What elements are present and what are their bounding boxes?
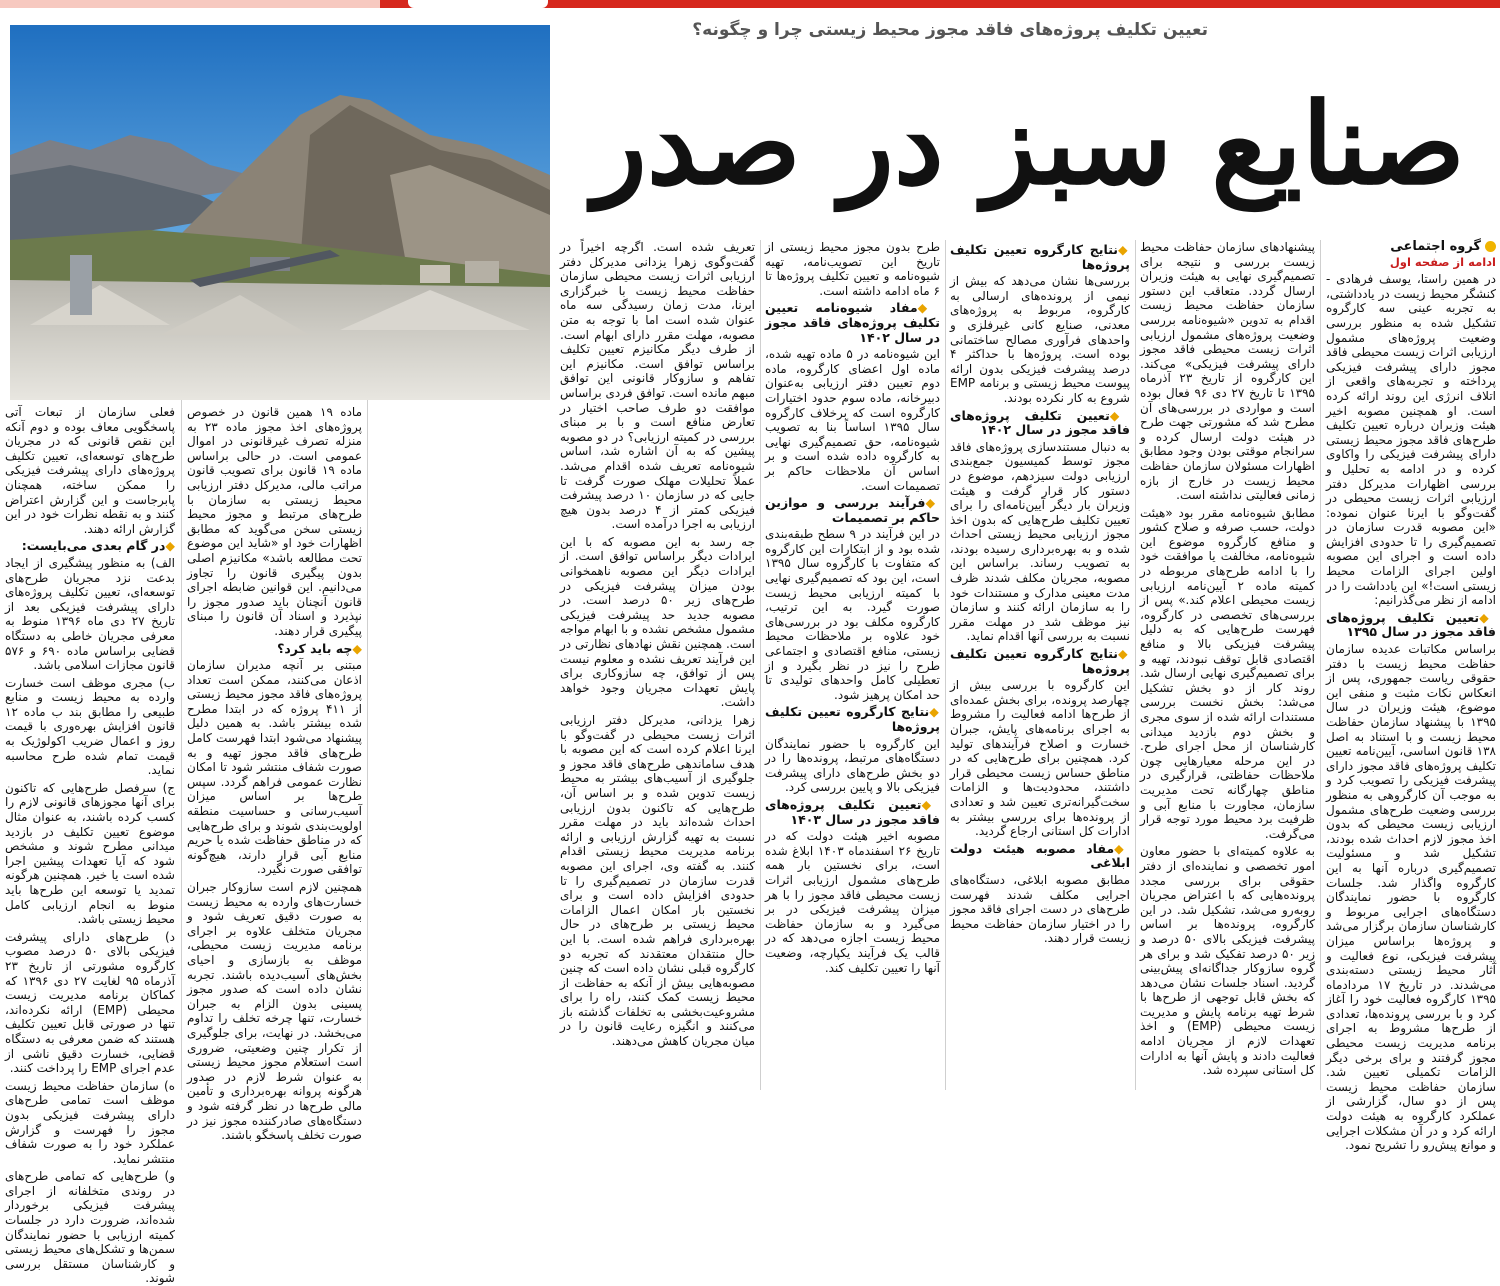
paragraph: ج) سرفصل طرح‌هایی که تاکنون برای آنها مجوزهای قانونی لازم را کسب کرده باشند، به عنوان مثال موضوع تعیین تکلیف در بازدید میدانی مطرح شوند و مشخص شود که آیا تعهدات پیشین اجرا شده است یا خیر. همچنین هرگونه تمدید یا توسعه این طرح‌ها باید منوط به انجام ارزیابی کامل محیط زیستی باشد. (5, 780, 175, 927)
column-divider (945, 240, 946, 1090)
article-column-6 (187, 405, 362, 1143)
paragraph: در این فرآیند در ۹ سطح طبقه‌بندی شده بود و از ابتکارات این کارگروه که متفاوت با کارگروه سال ۱۳۹۵ است، این بود که تصمیم‌گیری نهایی با کمیته ارزیابی محیط زیست صورت گیرد. به این ترتیب، کارگروه مکلف بود در بررسی‌های خود علاوه بر ملاحظات محیط زیستی، منافع اقتصادی و اجتماعی طرح را نیز در نظر بگیرد و از تعطیلی کامل واحدهای تولیدی تا حد امکان پرهیز شود. (765, 527, 940, 702)
paragraph: این کارگروه با بررسی بیش از چهارصد پرونده، برای بخش عمده‌ای از طرح‌ها ادامه فعالیت را مشروط به اجرای برنامه‌های پایش، جبران خسارت و اصلاح فرآیندهای تولید کرد. همچنین برای طرح‌هایی که در مناطق حساس زیست محیطی قرار داشتند، محدودیت‌ها و الزامات سخت‌گیرانه‌تری تعیین شد و تعدادی از پرونده‌ها برای بررسی بیشتر به ادارات کل استانی ارجاع گردید. (950, 678, 1130, 839)
paragraph: مطابق مصوبه ابلاغی، دستگاه‌های اجرایی مکلف شدند فهرست طرح‌های در دست اجرای فاقد مجوز را در اختیار سازمان حفاظت محیط زیست قرار دهند. (950, 872, 1130, 946)
article-column-2 (1140, 240, 1315, 1090)
article-kicker: تعیین تکلیف پروژه‌های فاقد مجوز محیط زیستی چرا و چگونه؟ (692, 20, 1208, 40)
subheading: ◆ تعیین تکلیف پروژه‌های فاقد مجوز در سال ۱۴۰۳ (765, 798, 940, 827)
paragraph: الف) به منظور پیشگیری از ایجاد بدعت نزد مجریان طرح‌های توسعه‌ای، تعیین تکلیف پروژه‌های دارای پیشرفت فیزیکی بعد از تاریخ ۲۷ دی ماه ۱۳۹۶ منوط به معرفی مجریان خاطی به دستگاه قضایی براساس ماده ۶۹۰ و ۵۷۶ قانون مجازات اسلامی باشد. (5, 555, 175, 673)
subheading: ◆ تعیین تکلیف پروژه‌های فاقد مجوز در سال ۱۳۹۵ (1326, 611, 1496, 640)
paragraph: به علاوه کمیته‌ای با حضور معاون امور تخصصی و نماینده‌ای از دفتر حقوقی برای بررسی مجدد پرونده‌هایی که با اعتراض مجریان روبه‌رو می‌شد، تشکیل شد. در این کارگروه، پرونده‌ها بر اساس پیشرفت فیزیکی بالای ۵۰ درصد و زیر ۵۰ درصد تفکیک شد و برای هر گروه سازوکار جداگانه‌ای پیش‌بینی گردید. اسناد جلسات نشان می‌دهد که بخش قابل توجهی از طرح‌ها با شرط تهیه برنامه پایش و مدیریت زیست محیطی (EMP) و اخذ تعهدات لازم از مجریان ادامه فعالیت دادند و پایش آنها به ادارات کل استانی سپرده شد. (1140, 844, 1315, 1078)
paragraph: ب) مجری موظف است خسارت وارده به محیط زیست و منابع طبیعی را مطابق بند ب ماده ۱۲ قانون افزایش بهره‌وری با قیمت روز و اعمال ضریب اکولوژیک به قیمت تمام شده طرح محاسبه نماید. (5, 675, 175, 778)
paragraph: این شیوه‌نامه در ۵ ماده تهیه شده، ماده اول اعضای کارگروه، ماده دوم تعیین دفتر ارزیابی به‌عنوان دبیرخانه، ماده سوم حدود اختیارات کارگروه است که برخلاف کارگروه سال ۱۳۹۵ اساساً بنا به تصویب شیوه‌نامه، حق تصمیم‌گیری نهایی به کارگروه داده شده است و بر اساس آن ملاحظات حاکم بر تصمیمات است. (765, 347, 940, 493)
article-column-7 (5, 405, 175, 1286)
masthead-logo-notch (408, 0, 548, 8)
column-divider (367, 400, 368, 1090)
article-column-1 (1326, 239, 1496, 1153)
subheading: ◆ نتایج کارگروه تعیین تکلیف پروژه‌ها (765, 705, 940, 734)
paragraph: همچنین لازم است سازوکار جبران خسارت‌های وارده به محیط زیست به صورت دقیق تعریف شود و مجریان متخلف علاوه بر اجرای برنامه مدیریت زیست محیطی، موظف به بازسازی و احیای بخش‌های آسیب‌دیده باشند. تجربه نشان داده است که صدور مجوز پسینی بدون الزام به جبران خسارت، تنها چرخه تخلف را تداوم می‌بخشد. در نهایت، برای جلوگیری از تکرار چنین وضعیتی، ضروری است استعلام مجوز محیط زیستی به عنوان شرط لازم در صدور هرگونه پروانه بهره‌برداری و تأمین مالی طرح‌ها در نظر گرفته شود و دستگاه‌های صادرکننده مجوز نیز در صورت تخلف پاسخگو باشند. (187, 880, 362, 1143)
section-label (1326, 240, 1496, 255)
subheading: ◆ مفاد مصوبه هیئت دولت ابلاغی (950, 842, 1130, 871)
article-column-5 (560, 240, 755, 1090)
paragraph: بررسی‌ها نشان می‌دهد که بیش از نیمی از پرونده‌های ارسالی به کارگروه، مربوط به پروژه‌های معدنی، صنایع کانی غیرفلزی و واحدهای فرآوری مصالح ساختمانی بوده است. پروژه‌ها با حداکثر ۴ درصد پیشرفت فیزیکی بدون ارائه پیوست محیط زیستی و برنامه EMP شروع به کار نکرده بودند. (950, 274, 1130, 405)
article-headline: صنایع سبز در صدر (592, 79, 1465, 210)
paragraph: فعلی سازمان از تبعات آتی پاسخگویی معاف بوده و دوم آنکه این نقص قانونی که در مجریان طرح‌های توسعه‌ای، تعیین تکلیف پروژه‌های دارای پیشرفت فیزیکی را ممکن ساخته، همچنان پابرجاست و این گزارش اعتراض کنند و به نقطه نظرات خود در این گزارش ارائه دهند. (5, 405, 175, 536)
mountain-quarry-photo (10, 25, 550, 400)
subheading: ◆ نتایج کارگروه تعیین تکلیف پروژه‌ها (950, 647, 1130, 676)
paragraph: تعریف شده است. اگرچه اخیراً در گفت‌وگوی زهرا یزدانی مدیرکل دفتر ارزیابی اثرات زیست محیطی سازمان حفاظت محیط زیست با خبرگزاری ایرنا، مدت زمان رسیدگی سه ماه عنوان شده است اما با توجه به متن مصوبه، مهلت مقرر دارای ابهام است. از طرف دیگر مکانیزم تعیین تکلیف براساس توافق است. مکانیزم این تفاهم و سازوکار قانونی این توافق مبهم مانده است. توافق فردی براساس موافقت دو طرف صاحب اختیار در تعارض منافع است و با بر مبنای بررسی در کمیته ارزیابی؟ در دو مصوبه پیشین که به آن اشاره شد، اساس شیوه‌نامه تعریف شده اقدام می‌شد. عملاً تحلیلات مهلک صورت گرفت تا جایی که در سازمان ۱۰ درصد پیشرفت فیزیکی کمتر از ۴ درصد بدون هیچ ارزیابی به اجرا درآمده است. (560, 240, 755, 532)
paragraph: جه رسد به این مصوبه که با این ایرادات دیگر براساس توافق است. از ایرادات دیگر این مصوبه ناهمخوانی بودن میزان پیشرفت فیزیکی در طرح‌های زیر ۵۰ درصد است. در مصوبه جدید حد پیشرفت فیزیکی مشمول مشخص نشده و با ابهام مواجه است. همچنین نقش نهادهای نظارتی در این فرآیند تعریف نشده و معلوم نیست پس از توافق، چه سازوکاری برای پایش تعهدات مجریان وجود خواهد داشت. (560, 534, 755, 710)
paragraph: مطابق شیوه‌نامه مقرر بود «هیئت دولت، حسب صرفه و صلاح کشور و منافع کارگروه موضوع این شیوه‌نامه، مخالفت یا موافقت خود را با ادامه طرح‌های مربوطه در کمیته ماده ۲ آیین‌نامه ارزیابی زیست محیطی اعلام کند.» پس از بررسی‌های تخصصی در کارگروه، فهرست طرح‌هایی که به دلیل پیشرفت فیزیکی بالا و منافع اقتصادی قابل توقف نبودند، تهیه و برای تصمیم‌گیری نهایی ارسال شد. روند کار از دو بخش تشکیل می‌شد: بخش نخست بررسی مستندات ارائه شده از سوی مجری و بخش دوم بازدید میدانی کارشناسان از محل اجرای طرح. در این مرحله معیارهایی چون ملاحظات حفاظتی، قرارگیری در مناطق چهارگانه تحت مدیریت سازمان، مجاورت با منابع آبی و ظرفیت برد محیط مورد توجه قرار می‌گرفت. (1140, 505, 1315, 841)
paragraph: د) طرح‌های دارای پیشرفت فیزیکی بالای ۵۰ درصد مصوب کارگروه مشورتی از تاریخ ۲۳ آذرماه ۹۵ لغایت ۲۷ دی ۱۳۹۶ که کماکان برنامه مدیریت زیست محیطی (EMP) ارائه نکرده‌اند، تنها در صورتی قابل تعیین تکلیف هستند که ضمن معرفی به دستگاه قضایی، خسارت دقیق ناشی از عدم اجرای EMP را پرداخت کنند. (5, 929, 175, 1076)
paragraph: این کارگروه با حضور نمایندگان دستگاه‌های مرتبط، پرونده‌ها را در دو بخش طرح‌های دارای پیشرفت فیزیکی بالا و پایین بررسی کرد. (765, 736, 940, 795)
article-column-3 (950, 240, 1130, 1090)
continued-note: ادامه از صفحه اول (1389, 254, 1496, 269)
paragraph: طرح بدون مجوز محیط زیستی از تاریخ این تصویب‌نامه، تهیه شیوه‌نامه و تعیین تکلیف پروژه‌ها تا ۶ ماه ادامه داشته است. (765, 240, 940, 298)
paragraph: به دنبال مستندسازی پروژه‌های فاقد مجوز توسط کمیسیون جمع‌بندی ارزیابی دولت سیزدهم، موضوع در دستور کار قرار گرفت و هیئت وزیران بار دیگر آیین‌نامه‌ای را برای تعیین تکلیف طرح‌هایی که بدون اخذ مجوز ارزیابی محیط زیستی احداث شده و به بهره‌برداری رسیده بودند، به تصویب رساند. براساس این مصوبه، مجریان مکلف شدند ظرف مدت معینی مدارک و مستندات خود را به سازمان ارائه کنند و سازمان نیز موظف شد در مهلت مقرر نسبت به بررسی آنها اقدام نماید. (950, 439, 1130, 644)
paragraph: زهرا یزدانی، مدیرکل دفتر ارزیابی اثرات زیست محیطی در گفت‌وگو با ایرنا اعلام کرده است که این مصوبه با هدف ساماندهی طرح‌های فاقد مجوز و جلوگیری از آسیب‌های بیشتر به محیط زیست تدوین شده و بر اساس آن، طرح‌هایی که تاکنون بدون ارزیابی احداث شده‌اند باید در مهلت مقرر نسبت به تهیه گزارش ارزیابی و ارائه برنامه مدیریت محیط زیستی اقدام کنند. به گفته وی، اجرای این مصوبه قدرت سازمان در تصمیم‌گیری را تا حدودی افزایش داده است و برای نخستین بار امکان اعمال الزامات محیط زیستی بر طرح‌های در حال بهره‌برداری فراهم شده است. با این حال منتقدان معتقدند که تجربه دو کارگروه قبلی نشان داده است که چنین مصوبه‌هایی بیش از آنکه به حفاظت از محیط زیست کمک کنند، راه را برای مشروعیت‌بخشی به تخلفات گذشته باز می‌کنند و انگیزه رعایت قانون را در میان مجریان کاهش می‌دهند. (560, 713, 755, 1049)
paragraph: ماده ۱۹ همین قانون در خصوص پروژه‌های اخذ مجوز ماده ۲۳ به منزله تصرف غیرقانونی در اموال عمومی است. در حالی براساس ماده ۱۹ قانون برای تصویب قانون مراتب مالی، مدیرکل دفتر ارزیابی محیط زیستی به سازمان با طرح‌های مرتبط و مجوز محیط زیستی سخن می‌گوید که مطابق اظهارات خود او «شاید این موضوع تحت مطالعه باشد» مکانیزم اصلی بدون پیگیری قانون را تجاوز می‌دانیم. این قوانین ضابطه اجرای قانون آنچنان باید صدور مجوز را نپذیرد و اسناد آن قانون را مبنای پیگیری قرار دهند. (187, 405, 362, 638)
paragraph: پیشنهادهای سازمان حفاظت محیط زیست بررسی و نتیجه برای تصمیم‌گیری نهایی به هیئت وزیران ارسال گردد. متعاقب این دستور سازمان حفاظت محیط زیست اقدام به تدوین «شیوه‌نامه بررسی وضعیت پروژه‌های مشمول ارزیابی اثرات زیست محیطی فاقد مجوز دارای پیشرفت فیزیکی» می‌کند. این کارگروه از تاریخ ۲۳ آذرماه ۱۳۹۵ تا تاریخ ۲۷ دی ۹۶ فعال بوده است و مواردی در بررسی‌های آن مطرح شد که مشورتی جهت طرح در هیئت دولت ارسال کرده و سرانجام موقتی بودن وجود مطابق اظهارات مسئولان سازمان حفاظت محیط زیست در خارج از بازه زمانی فعالیتی نداشته است. (1140, 240, 1315, 503)
subheading: ◆ نتایج کارگروه تعیین تکلیف پروژه‌ها (950, 243, 1130, 272)
subheading: ◆ فرآیند بررسی و موازین حاکم بر تصمیمات (765, 496, 940, 525)
masthead-red-strip (380, 0, 1500, 8)
section-dot-icon (1485, 241, 1496, 252)
paragraph: در همین راستا، یوسف فرهادی - کنشگر محیط زیست در یادداشتی، به تجربه عینی سه کارگروه تشکیل شده به منظور بررسی وضعیت پروژه‌های مشمول ارزیابی اثرات زیست محیطی فاقد مجوز دارای پیشرفت فیزیکی پرداخته و تجربه‌های واقعی از اتلاف انرژی این روند ارائه کرده است. او همچنین مصوبه اخیر هیئت وزیران درباره تعیین تکلیف طرح‌های فاقد مجوز محیط زیستی دارای پیشرفت فیزیکی را واکاوی کرده و در ادامه به تحلیل و بررسی اظهارات مدیرکل دفتر ارزیابی اثرات زیست محیطی در گفت‌وگو با ایرنا عنوان نموده: «این مصوبه قدرت سازمان در تصمیم‌گیری را تا حدودی افزایش داده است و اجرای این مصوبه اولین اجرای الزامات محیط زیستی است!» این یادداشت را در ادامه از نظر می‌گذرانیم: (1326, 272, 1496, 608)
column-divider (760, 240, 761, 1090)
subheading: ◆ در گام بعدی می‌بایست: (5, 539, 175, 554)
column-divider (1320, 240, 1321, 1090)
subheading: ◆ تعیین تکلیف پروژه‌های فاقد مجوز در سال ۱۴۰۲ (950, 409, 1130, 438)
paragraph: مصوبه اخیر هیئت دولت که در تاریخ ۲۶ اسفندماه ۱۴۰۳ ابلاغ شده است، برای نخستین بار همه طرح‌های مشمول ارزیابی اثرات زیست محیطی فاقد مجوز را با هر میزان پیشرفت فیزیکی در بر می‌گیرد و به سازمان حفاظت محیط زیست اجازه می‌دهد که در قالب یک فرآیند یکپارچه، وضعیت آنها را تعیین تکلیف کند. (765, 829, 940, 975)
paragraph: مبتنی بر آنچه مدیران سازمان اذعان می‌کنند، ممکن است تعداد پروژه‌های فاقد مجوز محیط زیستی از ۴۱۱ پروژه که در ابتدا مطرح شده بیشتر باشد. به همین دلیل پیشنهاد می‌شود ابتدا فهرست کامل طرح‌های فاقد مجوز تهیه و به صورت شفاف منتشر شود تا امکان نظارت عمومی فراهم گردد. سپس طرح‌ها بر اساس میزان آسیب‌رسانی و حساسیت منطقه اولویت‌بندی شوند و برای طرح‌هایی که در مناطق حفاظت شده یا حریم منابع آبی قرار دارند، هیچ‌گونه توافقی صورت نگیرد. (187, 658, 362, 877)
section-label-text: گروه اجتماعی (1390, 239, 1481, 254)
column-divider (181, 400, 182, 1090)
photo-illustration (10, 25, 550, 400)
article-column-4 (765, 240, 940, 1090)
paragraph: ه) سازمان حفاظت محیط زیست موظف است تمامی طرح‌های دارای پیشرفت فیزیکی بدون مجوز را فهرست و گزارش عملکرد خود را به صورت شفاف منتشر نماید. (5, 1078, 175, 1166)
subheading: ◆ مفاد شیوه‌نامه تعیین تکلیف پروژه‌های فاقد مجوز در سال ۱۴۰۲ (765, 301, 940, 345)
masthead-bar (0, 0, 1500, 8)
subheading: ◆ چه باید کرد؟ (187, 642, 362, 657)
paragraph: و) طرح‌هایی که تمامی طرح‌های در روندی متخلفانه از اجرای پیشرفت فیزیکی برخوردار شده‌اند، ضرورت دارد در جلسات کمیته ارزیابی با حضور نمایندگان سمن‌ها و تشکل‌های محیط زیستی و کارشناسان مستقل بررسی شوند. (5, 1169, 175, 1286)
paragraph: براساس مکاتبات عدیده سازمان حفاظت محیط زیست با دفتر حقوقی ریاست جمهوری، پس از انعکاس نکات مثبت و منفی این موضوع، هیئت وزیران در سال ۱۳۹۵ با پیشنهاد سازمان حفاظت محیط زیست و با استناد به اصل ۱۳۸ قانون اساسی، آیین‌نامه تعیین تکلیف پروژه‌های فاقد مجوز دارای پیشرفت فیزیکی را تصویب کرد و به موجب آن کارگروهی به منظور بررسی وضعیت طرح‌های مشمول ارزیابی زیست محیطی که بدون اخذ مجوز لازم احداث شده بودند، تشکیل شد و مسئولیت تصمیم‌گیری درباره آنها به این کارگروه واگذار شد. جلسات کارگروه با حضور نمایندگان دستگاه‌های اجرایی مربوط و کارشناسان سازمان برگزار می‌شد و پروژه‌ها براساس میزان پیشرفت فیزیکی، نوع فعالیت و آثار محیط زیستی دسته‌بندی می‌شدند. در تاریخ ۱۷ مردادماه ۱۳۹۵ کارگروه فعالیت خود را آغاز کرد و با بررسی پرونده‌ها، تعدادی از طرح‌ها مشروط به اجرای برنامه مدیریت زیست محیطی مجوز گرفتند و برای برخی دیگر الزامات تکمیلی تعیین شد. سازمان حفاظت محیط زیست پس از دو سال، گزارشی از عملکرد کارگروه به هیئت دولت ارائه کرد و در آن مشکلات اجرایی و موانع پیش‌رو را تشریح نمود. (1326, 642, 1496, 1153)
column-divider (1135, 240, 1136, 1090)
